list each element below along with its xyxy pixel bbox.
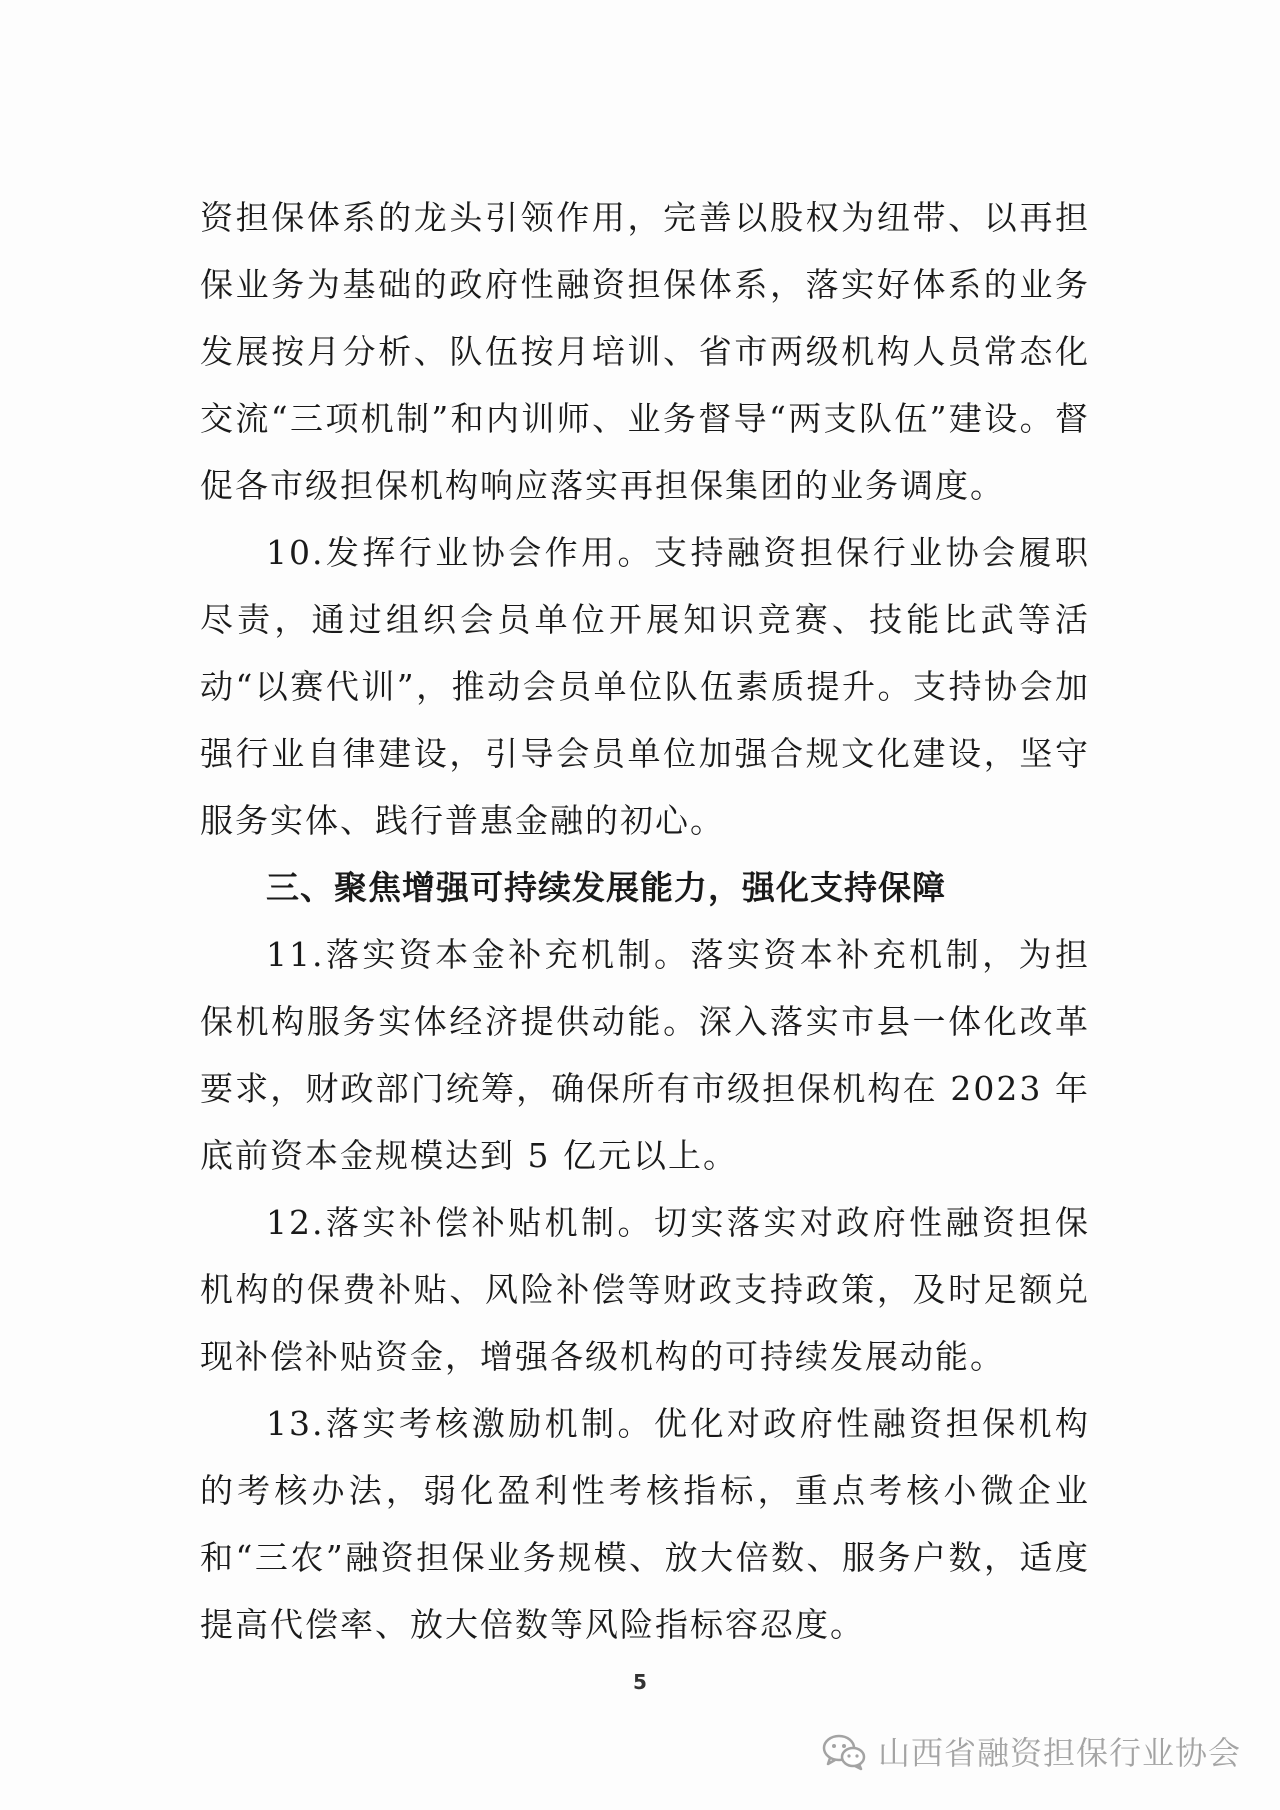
wechat-icon bbox=[820, 1731, 868, 1771]
section-heading-3: 三、聚焦增强可持续发展能力，强化支持保障 bbox=[266, 868, 946, 907]
watermark-text: 山西省融资担保行业协会 bbox=[878, 1734, 1242, 1772]
page-number: 5 bbox=[633, 1670, 647, 1694]
paragraph-continuation: 资担保体系的龙头引领作用，完善以股权为纽带、以再担保业务为基础的政府性融资担保体系，落实好体系的业务发展按月分析、队伍按月培训、省市两级机构人员常态化交流“三项机制”和内训师、业务督导“两支队伍”建设。督促各市级担保机构响应落实再担保集团的业务调度。 bbox=[200, 198, 1090, 505]
paragraph-item-11: 11.落实资本金补充机制。落实资本补充机制，为担保机构服务实体经济提供动能。深入落实市县一体化改革要求，财政部门统筹，确保所有市级担保机构在 2023 年底前资本金规模达到 5 亿元以上。 bbox=[200, 935, 1090, 1175]
wechat-watermark bbox=[820, 1728, 1241, 1774]
paragraph-item-13: 13.落实考核激励机制。优化对政府性融资担保机构的考核办法，弱化盈利性考核指标，重点考核小微企业和“三农”融资担保业务规模、放大倍数、服务户数，适度提高代偿率、放大倍数等风险指标容忍度。 bbox=[200, 1404, 1090, 1644]
document-body bbox=[200, 184, 1090, 1658]
paragraph-item-12: 12.落实补偿补贴机制。切实落实对政府性融资担保机构的保费补贴、风险补偿等财政支持政策，及时足额兑现补偿补贴资金，增强各级机构的可持续发展动能。 bbox=[200, 1203, 1090, 1376]
paragraph-item-10: 10.发挥行业协会作用。支持融资担保行业协会履职尽责，通过组织会员单位开展知识竞赛、技能比武等活动“以赛代训”，推动会员单位队伍素质提升。支持协会加强行业自律建设，引导会员单位加强合规文化建设，坚守服务实体、践行普惠金融的初心。 bbox=[200, 533, 1090, 840]
